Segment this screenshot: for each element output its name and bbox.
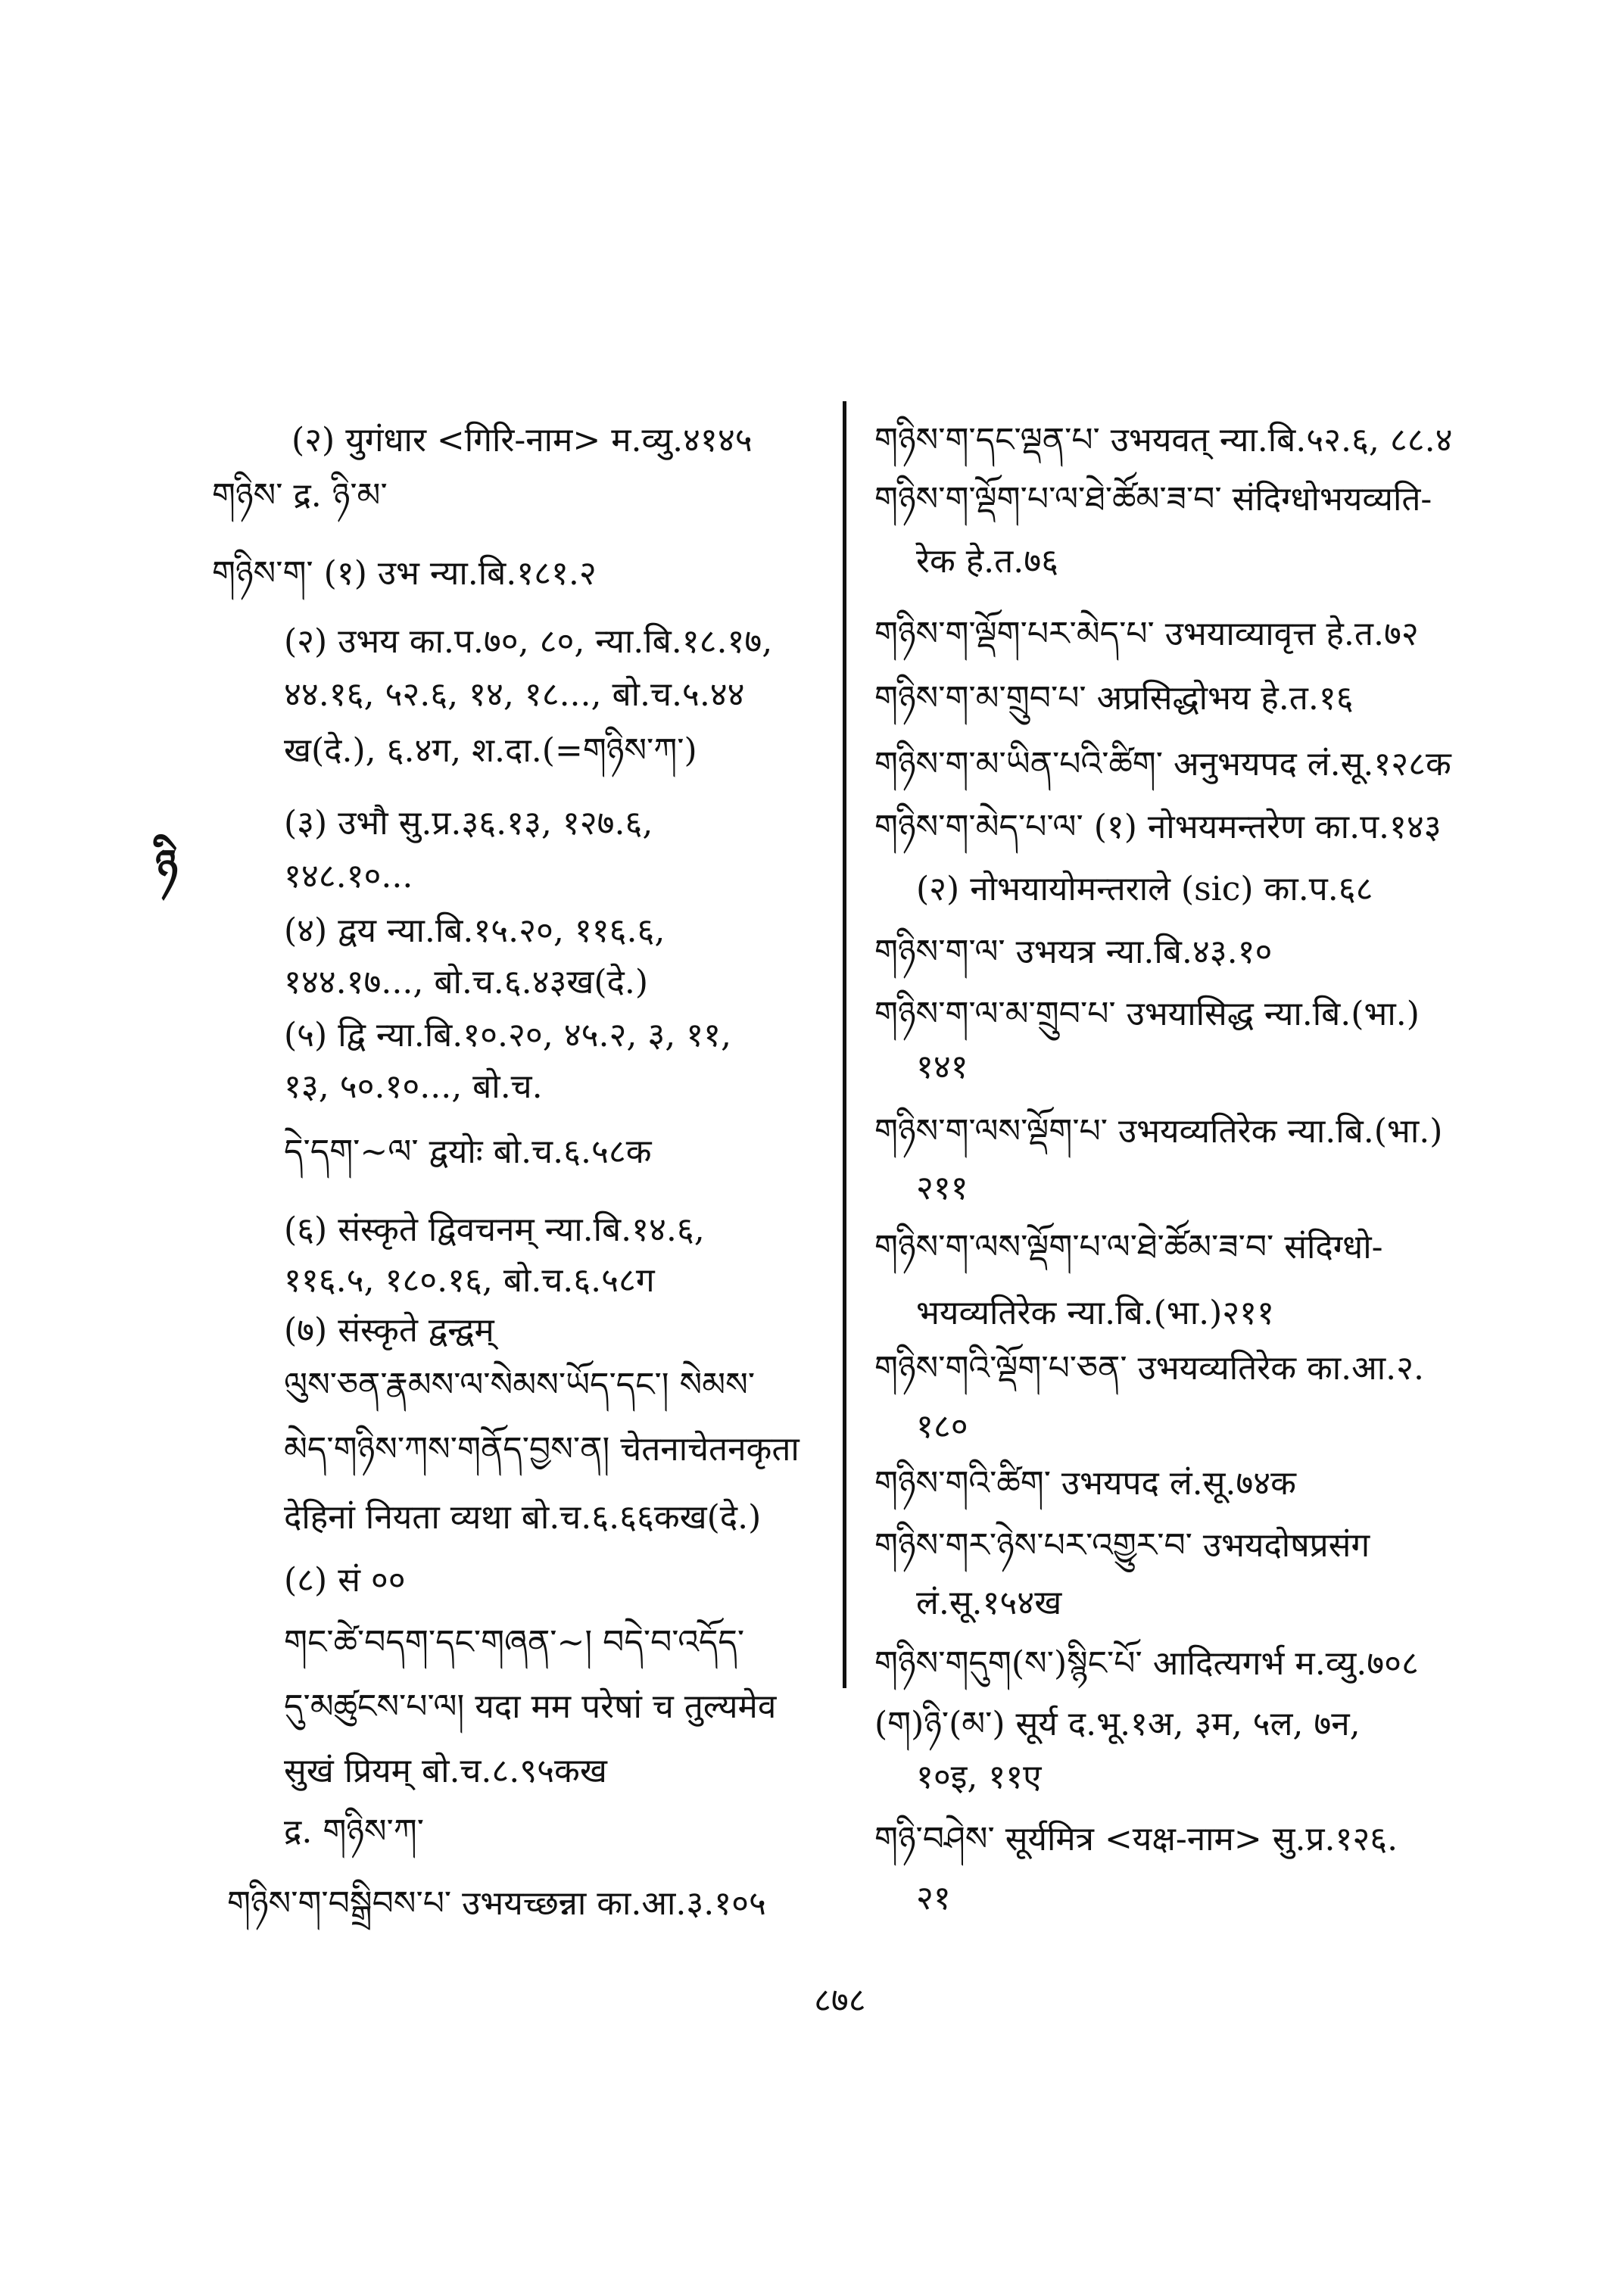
right-line: གཉིས་གའི་ཚིག་ उभयपद लं.सू.७४क — [874, 1464, 1296, 1503]
left-line: ख(दे.), ६.४ग, श.दा.(=གཉིས་ཀ་) — [284, 731, 697, 770]
column-divider — [843, 401, 846, 1688]
right-line: २११ — [916, 1169, 968, 1207]
right-line: གཉིས་ག་མ་གྲུབ་པ་ अप्रसिद्धोभय हे.त.१६ — [874, 679, 1354, 718]
right-line: གཉིས་ག་ལས་ལྡོག་པ་ उभयव्यतिरेक न्या.बि.(भा.) — [874, 1112, 1443, 1151]
right-line: (ག)ཉི་(མ་) सूर्य द.भू.१अ, ३म, ५ल, ७न, — [874, 1705, 1361, 1743]
left-line: མེད་གཉིས་ཀས་གནོད་བྱས་ན། चेतनाचेतनकृता — [284, 1430, 800, 1469]
left-line: (६) संस्कृते द्विवचनम् न्या.बि.१४.६, — [284, 1210, 705, 1249]
right-line: रेक हे.त.७६ — [916, 542, 1058, 581]
left-line: ११६.५, १८०.१६, बो.च.६.५८ग — [284, 1261, 655, 1300]
left-line: གང་ཚེ་བདག་དང་གཞན་~། བདེ་བ་འདོད་ — [284, 1623, 745, 1662]
right-line: གཉིས་ག་ལ་མ་གྲུབ་པ་ उभयासिद्ध न्या.बि.(भा.) — [874, 995, 1420, 1033]
right-line: གཉིས་ག་དང་ལྡན་པ་ उभयवत् न्या.बि.५२.६, ८८.४ — [874, 421, 1453, 460]
right-line: གཉིས་གདུག(ས་)སྙིང་པོ་ आदित्यगर्भ म.व्यु.७०८ — [874, 1644, 1419, 1683]
left-line: १४४.१७..., बो.च.६.४३ख(दे.) — [284, 963, 649, 1002]
left-line: (८) सं ०० — [284, 1561, 406, 1600]
left-line: देहिनां नियता व्यथा बो.च.६.६६कख(दे.) — [284, 1498, 762, 1537]
left-line: १४८.१०... — [284, 857, 413, 896]
left-line: (७) संस्कृते द्वन्द्वम् — [284, 1311, 494, 1350]
right-line: २१ — [916, 1879, 951, 1918]
left-line: ལུས་ཅན་རྣམས་ལ་སེམས་ཡོད་དང་། སེམས་ — [284, 1366, 756, 1404]
right-line: གཉིས་གའི་ལྡོག་པ་ཅན་ उभयव्यतिरेक का.आ.२. — [874, 1349, 1424, 1388]
left-line: དེ་དག་~ལ་ द्वयोः बो.च.६.५८क — [284, 1132, 652, 1171]
right-line: གཉི་བཤེས་ सूर्यमित्र <यक्ष-नाम> सु.प्र.१२६. — [874, 1820, 1398, 1858]
right-line: १०इ, ११ए — [916, 1758, 1042, 1796]
right-line: གཉིས་ག་མེད་པ་ལ་ (१) नोभयमन्तरेण का.प.१४३ — [874, 808, 1442, 846]
page-number: ८७८ — [814, 1981, 866, 2020]
right-line: १८० — [916, 1407, 968, 1446]
right-line: གཉིས་ག་ལྡོག་པ་ལ་ཐེ་ཚོམ་ཟ་བ་ संदिग्धोभयव्यति- — [874, 480, 1432, 519]
left-line: གཉིས་ द्र. ཉི་མ་ — [212, 476, 388, 515]
left-line: (२) युगंधार <गिरि-नाम> म.व्यु.४१४५ — [291, 421, 753, 460]
right-line: १४१ — [916, 1048, 968, 1086]
left-line: द्र. གཉིས་ཀ་ — [284, 1812, 425, 1851]
left-line: (३) उभौ सु.प्र.३६.१३, १२७.६, — [284, 804, 653, 843]
left-line: (४) द्वय न्या.बि.१५.२०, ११६.६, — [284, 911, 665, 950]
right-line: གཉིས་ག་ལྡོག་པར་མེད་པ་ उभयाव्यावृत्त हे.त.७२ — [874, 615, 1419, 653]
right-line: (२) नोभयायोमन्तराले (sic) का.प.६८ — [916, 870, 1373, 908]
left-line: དུ་མཚུངས་པ་ལ། यदा मम परेषां च तुल्यमेव — [284, 1687, 777, 1726]
right-line: གཉིས་ག་ལས་ལྡོག་པ་ལ་ཐེ་ཚོམ་ཟ་བ་ संदिग्धो- — [874, 1228, 1383, 1266]
left-line: ४४.१६, ५२.६, १४, १८..., बो.च.५.४४ — [284, 675, 745, 714]
left-line: གཉིས་ག་ (१) उभ न्या.बि.१८१.२ — [212, 554, 597, 593]
left-line: १३, ५०.१०..., बो.च. — [284, 1067, 543, 1106]
right-line: भयव्यतिरेक न्या.बि.(भा.)२११ — [916, 1294, 1274, 1332]
right-line: གཉིས་ག་ལ་ उभयत्र न्या.बि.४३.१० — [874, 933, 1273, 971]
left-line: सुखं प्रियम् बो.च.८.९५कख — [284, 1752, 607, 1790]
thumb-index-mark: ཉི — [155, 840, 178, 890]
right-line: གཉིས་ག་མ་ཡིན་པའི་ཚིག་ अनुभयपद लं.सू.१२८क — [874, 745, 1451, 784]
left-line: གཉིས་ག་བསྒྲིབས་པ་ उभयच्छन्ना का.आ.३.१०५ — [227, 1884, 766, 1923]
left-line: (२) उभय का.प.७०, ८०, न्या.बि.१८.१७, — [284, 622, 773, 661]
right-line: लं.सू.१५४ख — [916, 1584, 1062, 1622]
left-line: (५) द्वि न्या.बि.१०.२०, ४५.२, ३, ११, — [284, 1016, 731, 1055]
right-line: གཉིས་གར་ཉེས་པར་འགྱུར་བ་ उभयदोषप्रसंग — [874, 1526, 1370, 1565]
